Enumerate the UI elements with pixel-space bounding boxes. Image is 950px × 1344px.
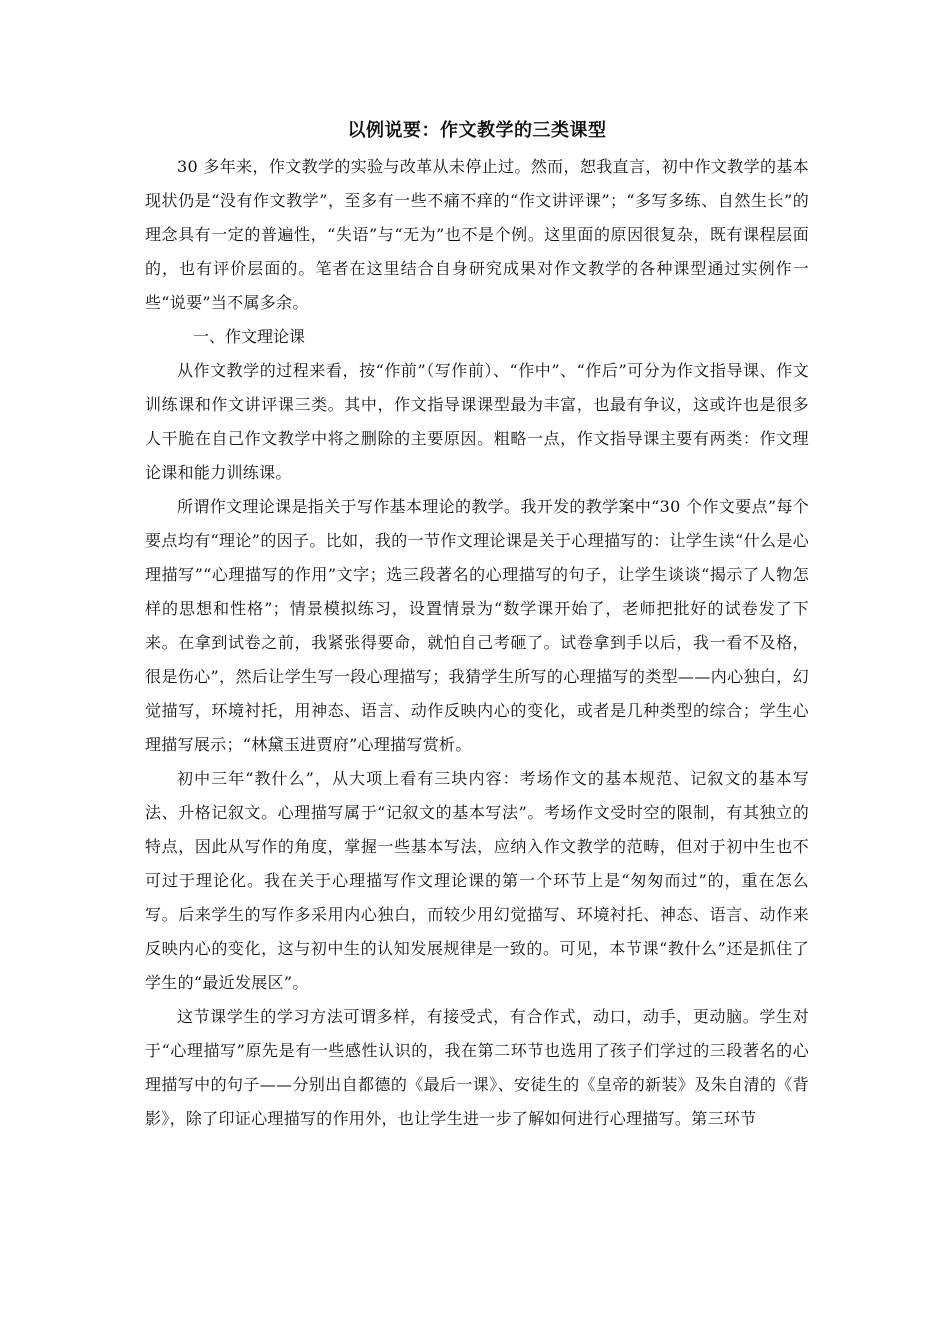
paragraph-what-to-teach: 初中三年“教什么”，从大项上看有三块内容：考场作文的基本规范、记叙文的基本写法、升格记叙文。心理描写属于“记叙文的基本写法”。考场作文受时空的限制，有其独立的特点，因此从写作的角度，掌握一些基本写法，应纳入作文教学的范畴，但对于初中生也不可过于理论化。我在关于心理描写作文理论课的第一个环节上是“匆匆而过”的，重在怎么写。后来学生的写作多采用内心独白，而较少用幻觉描写、环境衬托、神态、语言、动作来反映内心的变化，这与初中生的认知发展规律是一致的。可见，本节课“教什么”还是抓住了学生的“最近发展区”。 — [145, 769, 809, 992]
document-page — [145, 118, 809, 1136]
section-heading: 一、作文理论课 — [193, 327, 306, 346]
paragraph-lesson-types: 从作文教学的过程来看，按“作前”（写作前）、“作中”、“作后”可分为作文指导课、作文训练课和作文讲评课三类。其中，作文指导课课型最为丰富，也最有争议，这或许也是很多人干脆在自己作文教学中将之删除的主要原因。粗略一点，作文指导课主要有两类：作文理论课和能力训练课。 — [145, 361, 809, 482]
document-title: 以例说要：作文教学的三类课型 — [347, 120, 607, 141]
paragraph-intro: 30 多年来，作文教学的实验与改革从未停止过。然而，恕我直言，初中作文教学的基本现状仍是“没有作文教学”，至多有一些不痛不痒的“作文讲评课”；“多写多练、自然生长”的理念具有一定的普遍性，“失语”与“无为”也不是个例。这里面的原因很复杂，既有课程层面的，也有评价层面的。笔者在这里结合自身研究成果对作文教学的各种课型通过实例作一些“说要”当不属多余。 — [145, 157, 809, 312]
paragraph-theory-lesson: 所谓作文理论课是指关于写作基本理论的教学。我开发的教学案中“30 个作文要点”每个要点均有“理论”的因子。比如，我的一节作文理论课是关于心理描写的：让学生读“什么是心理描写”“心理描写的作用”文字；选三段著名的心理描写的句子，让学生谈谈“揭示了人物怎样的思想和性格”；情景模拟练习，设置情景为“数学课开始了，老师把批好的试卷发了下来。在拿到试卷之前，我紧张得要命，就怕自己考砸了。试卷拿到手以后，我一看不及格，很是伤心”，然后让学生写一段心理描写；我猜学生所写的心理描写的类型——内心独白，幻觉描写，环境衬托，用神态、语言、动作反映内心的变化，或者是几种类型的综合；学生心理描写展示；“林黛玉进贾府”心理描写赏析。 — [145, 497, 809, 754]
paragraph-learning-methods: 这节课学生的学习方法可谓多样，有接受式，有合作式，动口，动手，更动脑。学生对于“心理描写”原先是有一些感性认识的，我在第二环节也选用了孩子们学过的三段著名的心理描写中的句子——分别出自都德的《最后一课》、安徒生的《皇帝的新装》及朱自清的《背影》，除了印证心理描写的作用外，也让学生进一步了解如何进行心理描写。第三环节 — [145, 1007, 809, 1128]
